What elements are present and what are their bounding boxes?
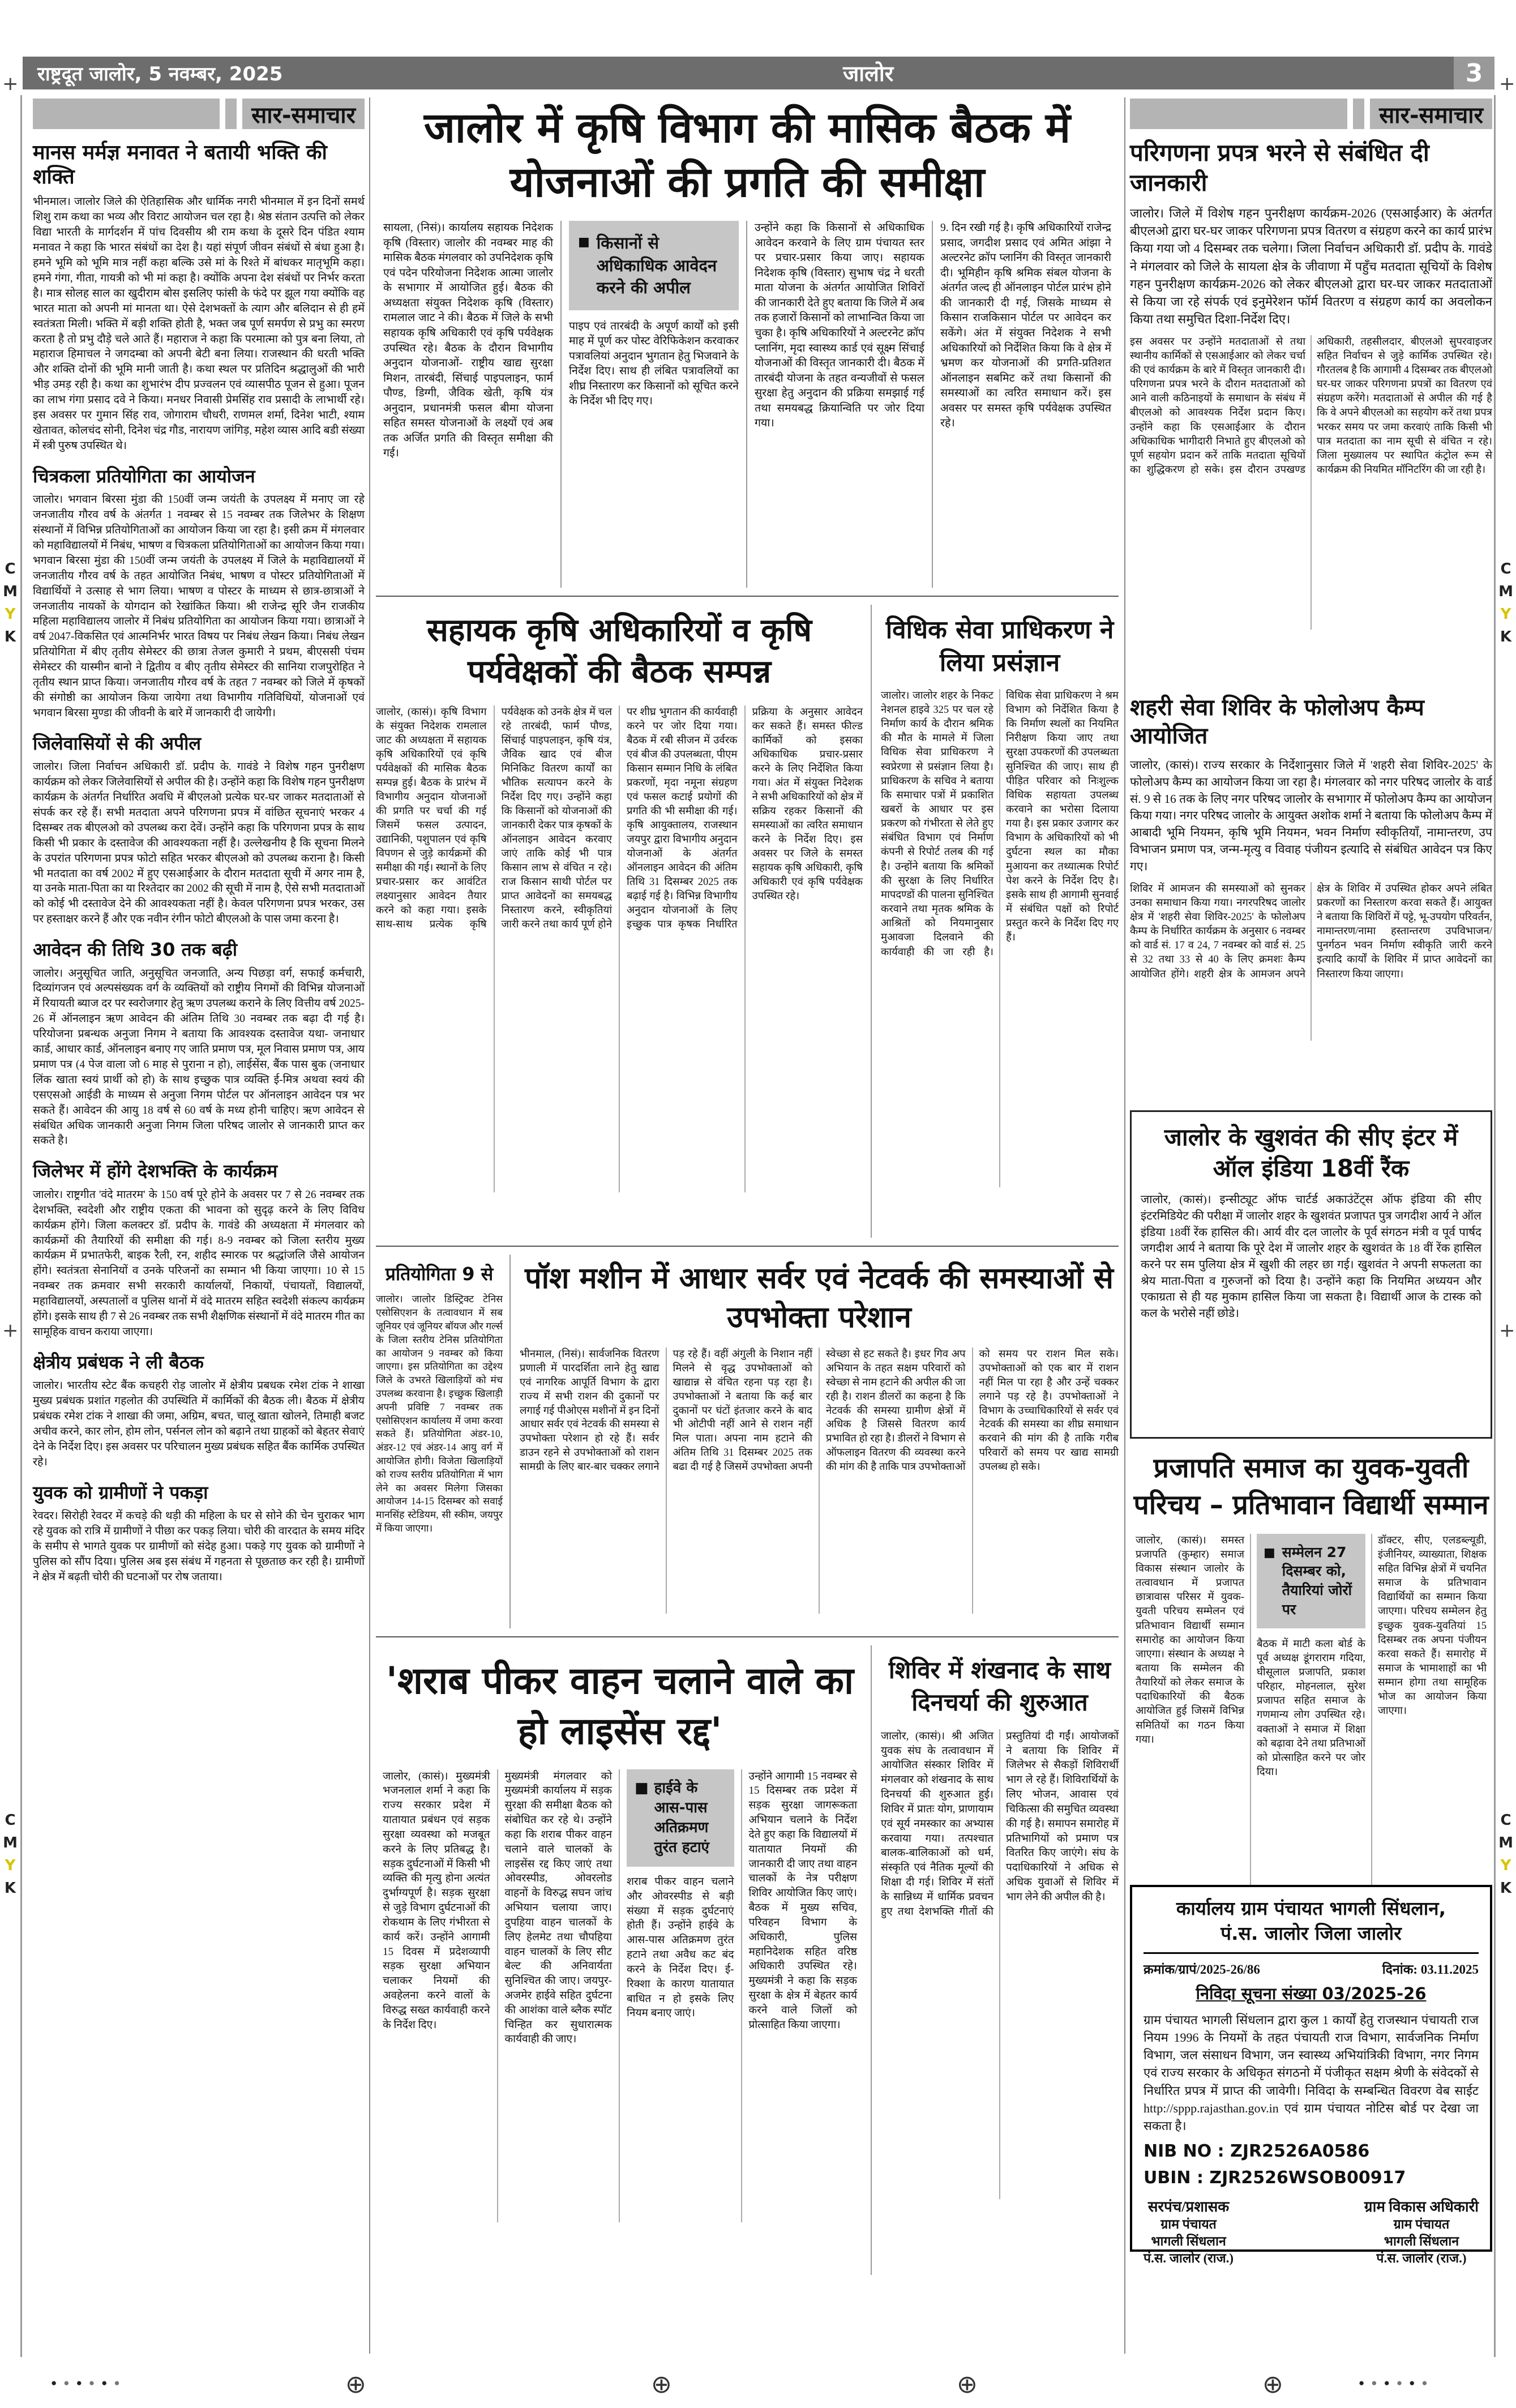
article-body: जालोर। जिला निर्वाचन अधिकारी डॉ. प्रदीप के. गावंडे ने विशेष गहन पुनरीक्षण कार्यक्रम को लेकर जिलेवासियों से अपील की है। उन्होंने कहा कि विशेष गहन पुनरीक्षण कार्यक्रम के अंतर्गत निर्धारित अवधि में बीएलओ प्रत्येक घर-घर जाकर मतदाताओं से संपर्क कर रहे हैं। सभी मतदाता अपने परिगणना प्रपत्र में वांछित सूचनाएं भरकर 4 दिसम्बर तक बीएलओ को उपलब्ध करा देवें। उन्होंने कहा कि परिगणना प्रपत्र के साथ किसी भी प्रकार के दस्तावेज की आवश्यकता नहीं है। उल्लेखनीय है कि सूचना मिलने के उपरांत परिगणना प्रपत्र फोटो सहित भरकर बीएलओ को उपलब्ध कराना है। किसी भी मतदाता का वर्ष 2002 में हुए एसआईआर के दौरान मतदाता सूची में अगर नाम है, या उनके माता-पिता का या रिश्तेदार का 2002 की सूची में नाम है, ऐसे सभी मतदाताओं को कोई भी दस्तावेज देने की आवश्यकता नहीं है। केवल परिगणना प्रपत्र भरकर, उस पर हस्ताक्षर करने हैं और एक नवीन रंगीन फोटो बीएलओ के पास जमा करना है। <box>33 761 365 926</box>
sharab-col-1: जालोर, (कासं)। मुख्यमंत्री भजनलाल शर्मा ने कहा कि राज्य सरकार प्रदेश में यातायात प्रबंधन एवं सड़क सुरक्षा व्यवस्था को मजबूत करने के लिए प्रतिबद्ध है। सड़क दुर्घटनाओं में किसी भी व्यक्ति की मृत्यु होना अत्यंत दुर्भाग्यपूर्ण है। सड़क सुरक्षा से जुड़े विभाग दुर्घटनाओं की रोकथाम के लिए गंभीरता से कार्य करें। उन्होंने आगामी 15 दिवस में प्रदेशव्यापी सड़क सुरक्षा अभियान चलाकर नियमों की अवहेलना करने वालों के विरुद्ध सख्त कार्यवाही करने के निर्देश दिए। <box>376 1769 498 2222</box>
registration-dots-right <box>1359 2378 1428 2388</box>
article-headline: जिलेवासियों से की अपील <box>33 732 202 754</box>
article-shivir-shankhnaad <box>872 1645 1119 2275</box>
dot-icon: ● <box>76 2377 82 2388</box>
masthead-edition-date: राष्ट्रदूत जालोर, 5 नवम्बर, 2025 <box>37 63 283 85</box>
left-sidebar <box>33 97 365 2355</box>
dot-icon: ● <box>1359 2377 1365 2388</box>
article-headline: आवेदन की तिथि 30 तक बढ़ी <box>33 939 238 961</box>
sharab-kicker-box <box>627 1769 734 1867</box>
article-headline: प्रतियोगिता 9 से <box>385 1263 494 1285</box>
article-headline: प्रजापति समाज का युवक-युवती परिचय – प्रतिभावान विद्यार्थी सम्मान <box>1133 1452 1489 1521</box>
tender-date: दिनांक: 03.11.2025 <box>1382 1962 1479 1977</box>
dot-icon: ● <box>1384 2377 1390 2388</box>
cmyk-letter-k: K <box>1500 628 1512 645</box>
cmyk-letter-k: K <box>4 1880 16 1897</box>
article-intro: जालोर। जिले में विशेष गहन पुनरीक्षण कार्यक्रम-2026 (एसआईआर) के अंतर्गत बीएलओ द्वारा घर-घर जाकर परिगणना प्रपत्र वितरण व संग्रहण करने का कार्य प्रारंभ किया गया जो 4 दिसम्बर तक चलेगा। जिला निर्वाचन अधिकारी डॉ. प्रदीप के. गावंडे ने मंगलवार को जिले के सायला क्षेत्र के जीवाणा में पहुँच मतदाता सूचियों के विशेष गहन पुनरीक्षण कार्यक्रम-2026 को लेकर बीएलओ द्वारा घर-घर जाकर मतदाताओं से किया जा रहे संपर्क एवं इनुमेरेशन फॉर्म वितरण व संग्रहण कार्य का अवलोकन किया तथा समुचित दिशा-निर्देश दिए। <box>1130 206 1492 327</box>
article-headline: चित्रकला प्रतियोगिता का आयोजन <box>33 465 255 487</box>
square-bullet-icon: ■ <box>635 1779 649 1797</box>
cmyk-strip-left-lower <box>2 1809 18 1900</box>
article-headline: 'शराब पीकर वाहन चलाने वाले का हो लाइसेंस रद्द' <box>386 1659 854 1753</box>
lead-col-2 <box>562 221 747 588</box>
masthead-bar <box>23 57 1494 89</box>
article-headline: शहरी सेवा शिविर के फोलोअप कैम्प आयोजित <box>1130 695 1424 749</box>
article-headline: पॉश मशीन में आधार सर्वर एवं नेटवर्क की समस्याओं से उपभोक्ता परेशान <box>525 1261 1114 1335</box>
tender-body: ग्राम पंचायत भागली सिंधलान द्वारा कुल 1 कार्यों हेतु राजस्थान पंचायती राज नियम 1996 के नियमों के तहत पंचायती राज विभाग, सार्वजनिक निर्माण विभाग, जल संसाधन विभाग, जन स्वास्थ्य अभियांत्रिकी विभाग, नगर निगम एवं राज्य सरकार के अधिकृत संगठनो में पंजीकृत सक्षम श्रेणी के संवेदकों से निर्धारित प्रपत्र में प्राप्त की जावेगी। निविदा के सम्बन्धित विवरण वेब साईट http://sppp.rajasthan.gov.in एवं ग्राम पंचायत नोटिस बोर्ड पर देखा जा सकता है। <box>1144 2012 1479 2133</box>
dot-icon: ● <box>88 2377 95 2388</box>
article-ca-rank-box <box>1130 1110 1492 1439</box>
article-body: जालोर। भारतीय स्टेट बैंक कचहरी रोड़ जालोर में क्षेत्रीय प्रबधक रमेश टांक ने शाखा मुख्य प्रबंधक प्रशांत गहलोत की उपस्थिति में कार्मिकों की बैठक ली। बैठक में क्षेत्रीय प्रबंधक रमेश टांक ने शाखा की जमा, अग्रिम, बचत, चालू खाता खोलने, तिमाही बजट अचीव करने, कार लोन, होम लोन, पर्सनल लोन को बढ़ाने तथा ग्राहकों को बेहतर सेवाएं देने के निर्देश दिए। इस अवसर पर परिचालन मुख्य प्रबंधक सहित बैंक कार्मिक उपस्थित रहे। <box>33 1380 365 1468</box>
section-header-bar <box>1130 99 1347 129</box>
article-headline: सहायक कृषि अधिकारियों व कृषि पर्यवेक्षकों की बैठक सम्पन्न <box>426 612 812 691</box>
prajapati-inset-label: सम्मेलन 27 दिसम्बर को, तैयारियां जोरों पर <box>1282 1543 1352 1618</box>
lead-col-2-text: पाइप एवं तारबंदी के अपूर्ण कार्यों को इसी माह में पूर्ण कर पोस्ट वेरिफिकेशन करवाकर पत्रावलियां अनुदान भुगतान हेतु भिजवाने के निर्देश दिए। साथ ही लंबित पत्रावलियों का शीघ्र निस्तारण कर किसानों को सूचित करने के निर्देश भी दिए गए। <box>569 320 739 408</box>
square-bullet-icon: ■ <box>1264 1545 1275 1560</box>
sharab-col-4: उन्होंने आगामी 15 नवम्बर से 15 दिसम्बर तक प्रदेश में सड़क सुरक्षा जागरूकता अभियान चलाने के निर्देश देते हुए कहा कि विद्यालयों में यातायात नियमों की जानकारी दी जाए तथा वाहन चालकों के नेत्र परीक्षण शिविर आयोजित किए जाएं। बैठक में मुख्य सचिव, परिवहन विभाग के अधिकारी, पुलिस महानिदेशक सहित वरिष्ठ अधिकारी उपस्थित रहे। मुख्यमंत्री ने कहा कि सड़क सुरक्षा के क्षेत्र में बेहतर कार्य करने वाले जिलों को प्रोत्साहित किया जाएगा। <box>748 1770 857 2031</box>
section-header-label: सार-समाचार <box>1370 99 1492 129</box>
section-header-bar <box>33 99 220 129</box>
article-kshetriya-prabandhak <box>33 1351 365 1470</box>
article-vidhik-seva <box>872 605 1119 1238</box>
article-deshbhakti <box>33 1160 365 1340</box>
article-body: जालोर। जालोर शहर के निकट नेशनल हाइवे 325 पर चल रहे निर्माण कार्य के दौरान श्रमिक की मौत के मामले में जिला विधिक सेवा प्राधिकरण ने स्वप्रेरणा से प्रसंज्ञान लिया है। प्राधिकरण के सचिव ने बताया कि समाचार पत्रों में प्रकाशित खबरों के आधार पर इस प्रकरण को गंभीरता से लेते हुए संबंधित विभाग एवं निर्माण कंपनी से रिपोर्ट तलब की गई है। उन्होंने बताया कि श्रमिकों की सुरक्षा के लिए निर्धारित मापदण्डों की पालना सुनिश्चित करवाने तथा मृतक श्रमिक के आश्रितों को नियमानुसार मुआवजा दिलवाने की कार्यवाही की जा रही है। विधिक सेवा प्राधिकरण ने श्रम विभाग को निर्देशित किया है कि निर्माण स्थलों का नियमित निरीक्षण किया जाए तथा सुरक्षा उपकरणों की उपलब्धता सुनिश्चित की जाए। साथ ही पीड़ित परिवार को निःशुल्क विधिक सहायता उपलब्ध करवाने का भरोसा दिलाया गया है। इस प्रकार उजागर कर विभाग के अधिकारियों को भी दुर्घटना स्थल का मौका मुआयना कर तथ्यात्मक रिपोर्ट पेश करने के निर्देश दिए है। इसके साथ ही आगामी सुनवाई में संबंधित पक्षों को रिपोर्ट प्रस्तुत करने के निर्देश दिए गए हैं। <box>881 690 1119 958</box>
tender-nib-number: NIB NO : ZJR2526A0586 <box>1144 2141 1370 2162</box>
sign-line: पं.स. जालोर (राज.) <box>1376 2251 1467 2266</box>
article-yuvak-pakda <box>33 1482 365 1585</box>
article-headline: शिविर में शंखनाद के साथ दिनचर्या की शुरुआत <box>888 1656 1111 1717</box>
lead-inset-label: किसानों से अधिकाधिक आवेदन करने की अपील <box>596 233 717 297</box>
article-body: जालोर। अनुसूचित जाति, अनुसूचित जनजाति, अन्य पिछड़ा वर्ग, सफाई कर्मचारी, दिव्यांगजन एवं अल्पसंख्यक वर्ग के व्यक्तियों को राष्ट्रीय निगमों की विभिन्न योजनाओं में रियायती ब्याज दर पर स्वरोजगार हेतु ऋण उपलब्ध कराने के लिए वित्तीय वर्ष 2025-26 में ऑनलाइन ऋण आवेदन की अंतिम तिथि 30 नवम्बर तक बढ़ा दी गई है। परियोजना प्रबन्धक अनुजा निगम ने बताया कि आवश्यक दस्तावेज यथा- जनाधार कार्ड, आधार कार्ड, ऑनलाइन बनाए गए जाति प्रमाण पत्र, मूल निवास प्रमाण पत्र, आय प्रमाण पत्र (4 पेज वाला जो 6 माह से पुराना न हो), लाईसेंस, बैंक पास बुक (जनाधार लिंक खाता स्वयं प्रार्थी को हो) के साथ इच्छुक पात्र व्यक्ति ई-मित्र अथवा स्वयं की एसएसओ आईडी के माध्यम से अनुजा निगम पोर्टल पर ऑनलाइन आवेदन पत्र भर सकते हैं। आवेदन की आयु 18 वर्ष से 60 वर्ष के मध्य होनी चाहिए। ऋण आवेदन से संबंधित अधिक जानकारी अनुजा निगम जिला परिषद जालोर से जानकारी प्राप्त कर सकते है। <box>33 967 365 1147</box>
cmyk-letter-k: K <box>1500 1880 1512 1897</box>
center-section <box>376 97 1119 2355</box>
article-avedan-tithi <box>33 939 365 1149</box>
tender-ref-number: क्रमांक/ग्रापं/2025-26/86 <box>1144 1962 1260 1977</box>
article-body: भीनमाल, (निसं)। सार्वजनिक वितरण प्रणाली में पारदर्शिता लाने हेतु खाद्य एवं नागरिक आपूर्ति विभाग के द्वारा राज्य में सभी राशन की दुकानों पर लगाई गई पीओएस मशीनों में इन दिनों आधार सर्वर एवं नेटवर्क की समस्या से उपभोक्ता परेशान हो रहे हैं। सर्वर डाउन रहने से उपभोक्ताओं को राशन सामग्री के लिए बार-बार चक्कर लगाने पड़ रहे हैं। वहीं अंगुली के निशान नहीं मिलने से वृद्ध उपभोक्ताओं को खाद्यान्न से वंचित रहना पड़ रहा है। उपभोक्ताओं ने बताया कि कई बार दुकानों पर घंटों इंतजार करने के बाद भी ओटीपी नहीं आने से राशन नहीं मिल पाता। अपना नाम हटाने की अंतिम तिथि 31 दिसम्बर 2025 तक बढा दी गई है जिसमें उपभोक्ता अपनी स्वेच्छा से हट सकते है। इधर गिव अप अभियान के तहत सक्षम परिवारों को स्वेच्छा से नाम हटाने की अपील की जा रही है। राशन डीलरों का कहना है कि नेटवर्क की समस्या ग्रामीण क्षेत्रों में अधिक है जिससे वितरण कार्य प्रभावित हो रहा है। डीलरों ने विभाग से ऑफलाइन वितरण की व्यवस्था करने की मांग की है ताकि पात्र उपभोक्ताओं को समय पर राशन मिल सके। उपभोक्ताओं को एक बार में राशन नहीं मिल पा रहा है और उन्हें चक्कर लगाने पड़ रहे है। उपभोक्ताओं ने विभाग के उच्चाधिकारियों से सर्वर एवं नेटवर्क की समस्या का शीघ्र समाधान करवाने की मांग की है ताकि गरीब परिवारों को समय पर खाद्य सामग्री उपलब्ध हो सके। <box>520 1348 1119 1473</box>
crop-mark-icon: + <box>1499 72 1515 95</box>
article-pariganana <box>1130 138 1492 685</box>
registration-target-icon: ⊕ <box>345 2370 366 2399</box>
dot-icon: ● <box>1421 2377 1428 2388</box>
dot-icon: ● <box>1371 2377 1377 2388</box>
article-headline: जालोर के खुशवंत की सीए इंटर में ऑल इंडिया 18वीं रैंक <box>1164 1123 1458 1182</box>
cmyk-letter-y: Y <box>1500 606 1511 623</box>
lead-col-4: 9. दिन रखी गई है। कृषि अधिकारियों राजेन्द्र प्रसाद, जगदीश प्रसाद एवं अमित आंझा ने अल्टरनेट क्रॉप प्लानिंग की विस्तृत जानकारी दी। भूमिहीन कृषि श्रमिक संबल योजना के अंतर्गत जल्द ही ऑनलाइन पोर्टल प्रारंभ होने की जानकारी दी गई, जिसके माध्यम से किसान राजकिसान पोर्टल पर आवेदन कर सकेंगे। अंत में संयुक्त निदेशक ने सभी अधिकारियों को निर्देशित किया कि वे क्षेत्र में भ्रमण कर योजनाओं की प्रगति-प्रतिशत ऑनलाइन सबमिट करें तथा किसानों की समस्याओं का त्वरित समाधान करें। इस अवसर पर समस्त कृषि पर्यवेक्षक उपस्थित रहे। <box>940 222 1111 430</box>
article-manas-marmagya <box>33 140 365 454</box>
article-headline: मानस मर्मज्ञ मनावत ने बतायी भक्ति की शक्ति <box>33 141 327 189</box>
cmyk-letter-y: Y <box>5 606 16 623</box>
dot-icon: ● <box>63 2377 70 2388</box>
sign-title: सरपंच/प्रशासक <box>1147 2199 1230 2215</box>
article-headline: युवक को ग्रामीणों ने पकड़ा <box>33 1481 208 1503</box>
prajapati-col-2 <box>1251 1534 1372 1885</box>
dot-icon: ● <box>51 2377 57 2388</box>
article-body: रेवदर। सिरोही रेवदर में कचड़े की थड़ी की महिला के घर से सोने की चेन चुराकर भाग रहे युवक को रात्रि में ग्रामीणों ने पीछा कर पकड़ लिया। चोरी की वारदात के समय मंदिर के समीप से भागते युवक पर ग्रामीणों को संदेह हुआ। पकड़े गए युवक को ग्रामीणों ने पुलिस को सौंप दिया। पुलिस अब इस संबंध में गहनता से पूछताछ कर रही है। ग्रामीणों ने क्षेत्र में बढ़ती चोरी की घटनाओं पर रोष जताया। <box>33 1510 365 1583</box>
column-rule-right <box>1124 97 1125 2354</box>
sign-title: ग्राम विकास अधिकारी <box>1364 2199 1479 2215</box>
article-body: भीनमाल। जालोर जिले की ऐतिहासिक और धार्मिक नगरी भीनमाल में इन दिनों समर्थ शिशु राम कथा का भव्य और विराट आयोजन चल रहा है। श्रेष्ठ संतान उत्पत्ति को लेकर विद्या भारती के मार्गदर्शन में पांच दिवसीय श्री राम कथा के दूसरे दिन पंडित श्याम मनावत ने कहा कि भारत संबंधों का देश है। यहां संपूर्ण जीवन संबंधों से बंधा हुआ है। हमने भूमि को भूमि मात्र नहीं कहा बल्कि उसे मां के रिश्ते में बांधकर मातृभूमि कहा। हमने गंगा, गीता, गायत्री को भी मां कहा है। क्योंकि अपना देश संबंधों पर निर्भर करता है। मात्र सोलह साल का खुदीराम बोस इसलिए फांसी के फंदे पर झूल गया क्योंकि वह भारत माता को अपनी मां मानता था। ऐसे देशभक्तों के त्याग और बलिदान से ही हमें स्वतंत्रता मिली। भक्ति में बड़ी शक्ति होती है, भक्त जब पूर्ण समर्पण से प्रभु का स्मरण करता है तो प्रभु दौड़े चले आते हैं। महाराज ने कहा कि परमात्मा को पुत्र बना लिया, तो महाराज हिमाचल ने जगदम्बा को अपनी बेटी बना लिया। राजस्थान की धरती भक्ति और शक्ति दोनों की भूमि मानी जाती है। कथा स्थल पर प्रतिदिन श्रद्धालुओं की भारी भीड़ उमड़ रही है। कथा का शुभारंभ दीप प्रज्वलन एवं व्यासपीठ पूजन से हुआ। पूजन का लाभ गंगा प्रसाद दवे ने किया। मनधर निवासी प्रेमसिंह राव प्रसादी के लाभार्थी रहे। इस अवसर पर गुमान सिंह राव, जोगाराम चौधरी, राणमल शर्मा, दिनेश भाटी, श्याम खेतावत, कोलचंद सोनी, दिनेश चंद्र गौड, नारायण जांगिड़, महेश व्यास आदि बडी संख्या में स्त्री पुरुष उपस्थित थे। <box>33 196 365 452</box>
tender-office-line2: पं.स. जालोर जिला जालोर <box>1220 1922 1402 1945</box>
article-columns <box>376 1769 864 2222</box>
cmyk-strip-left-upper <box>2 558 18 648</box>
registration-target-icon: ⊕ <box>1262 2370 1283 2399</box>
article-continuation: शिविर में आमजन की समस्याओं को सुनकर उनका समाधान किया गया। नगरपरिषद जालोर क्षेत्र में 'शहरी सेवा शिविर-2025' के फोलोअप कैम्प के निर्धारित कार्यक्रम के अनुसार 6 नवम्बर को वार्ड सं. 17 व 24, 7 नवम्बर को वार्ड सं. 25 से 32 तथा 33 से 40 के लिए क्रमशः कैम्प आयोजित होंगे। शहरी क्षेत्र के आमजन अपने क्षेत्र के शिविर में उपस्थित होकर अपने लंबित प्रकरणों का निस्तारण करवा सकते हैं। आयुक्त ने बताया कि शिविरों में पट्टे, भू-उपयोग परिवर्तन, नामान्तरण/नामा हस्तान्तरण उपविभाजन/पुनर्गठन भवन निर्माण स्वीकृति जारी करने इत्यादि कार्यों के शिविर में प्राप्त आवेदनों का निस्तारण किया जाएगा। <box>1130 883 1492 980</box>
left-section-header <box>33 99 365 129</box>
cmyk-letter-c: C <box>1500 1812 1511 1829</box>
cmyk-strip-right-lower <box>1498 1809 1514 1900</box>
tender-office-line1: कार्यालय ग्राम पंचायत भागली सिंधलान, <box>1176 1897 1446 1919</box>
horizontal-rule <box>376 1246 1119 1247</box>
registration-target-icon: ⊕ <box>957 2370 978 2399</box>
tender-signatures <box>1144 2196 1479 2267</box>
tender-sign-right <box>1364 2196 1479 2267</box>
cmyk-letter-m: M <box>1498 1834 1513 1851</box>
lead-inset-box <box>569 221 739 310</box>
sign-line: पं.स. जालोर (राज.) <box>1144 2251 1234 2266</box>
section-header-tick <box>1353 99 1364 129</box>
dot-icon: ● <box>114 2377 120 2388</box>
page-edge-right <box>1494 95 1496 2357</box>
article-columns <box>1130 1534 1492 1885</box>
cmyk-letter-y: Y <box>1500 1857 1511 1874</box>
crop-mark-icon: + <box>2 1319 19 1342</box>
sign-line: भागली सिंधलान <box>1384 2234 1459 2249</box>
sign-line: ग्राम पंचायत <box>1393 2217 1450 2232</box>
article-sharab-license <box>376 1645 872 2275</box>
article-headline: विधिक सेवा प्राधिकरण ने लिया प्रसंज्ञान <box>885 615 1114 677</box>
article-intro: जालोर, (कासं)। राज्य सरकार के निर्देशानुसार जिले में 'शहरी सेवा शिविर-2025' के फोलोअप कैम्प का आयोजन किया जा रहा है। मंगलवार को नगर परिषद जालोर के वार्ड सं. 9 से 16 तक के लिए नगर परिषद जालोर के सभागार में फोलोअप कैम्प का आयोजन किया गया। नगर परिषद जालोर के आयुक्त अशोक शर्मा ने बताया कि फोलोअप कैम्प में आबादी भूमि नियमन, कृषि भूमि नियमन, भवन निर्माण स्वीकृतियाँ, नामान्तरण, उप विभाजन प्रमाण पत्र, जन्म-मृत्यु व विवाह पंजीयन इत्यादि से संबंधित आवेदन पत्र किए गए। <box>1130 758 1492 873</box>
sign-line: ग्राम पंचायत <box>1160 2217 1217 2232</box>
lead-headline: जालोर में कृषि विभाग की मासिक बैठक में योजनाओं की प्रगति की समीक्षा <box>424 104 1070 207</box>
section-header-tick <box>225 99 237 129</box>
cmyk-letter-c: C <box>5 561 16 578</box>
article-body: जालोर, (कासं)। इन्सीट्यूट ऑफ चार्टर्ड अकाउंटेंट्स ऑफ इंडिया की सीए इंटरमिडियेट की परीक्षा में जालोर शहर के खुशवंत प्रजापत पुत्र जगदीश आर्य ने ऑल इंडिया 18वीं रेंक हासिल की। आर्य वीर दल जालोर के पूर्व संगठन मंत्री व पूर्व पार्षद जगदीश आर्य ने बताया कि पूरे देश में जालोर शहर के खुशवंत के 18 वीं रेंक हासिल करने पर सम पुलिया क्षेत्र में खुशी की लहर छा गई। खुशवंत ने अपनी सफलता का श्रेय माता-पिता व गुरुजनों को दिया है। उन्होंने कहा कि नियमित अध्ययन और एकाग्रता से ही यह मुकाम हासिल किया जा सकता है। विद्यार्थी आज के टास्क को कल के भरोसे नहीं छोडे। <box>1141 1194 1481 1320</box>
cmyk-letter-c: C <box>5 1812 16 1829</box>
prajapati-col-2-text: बैठक में माटी कला बोर्ड के पूर्व अध्यक्ष डूंगराराम गदिया, घीसूलाल प्रजापति, प्रकाश परिहार, मोहनलाल, सुरेश प्रजापत सहित समाज के गणमान्य लोग उपस्थित रहे। वक्ताओं ने समाज में शिक्षा को बढ़ावा देने तथा प्रतिभाओं को प्रोत्साहित करने पर जोर दिया। <box>1257 1638 1365 1778</box>
crop-mark-icon: + <box>1499 1319 1515 1342</box>
sign-line: भागली सिंधलान <box>1151 2234 1226 2249</box>
tender-ref-row <box>1144 1960 1479 1978</box>
dot-icon: ● <box>1409 2377 1415 2388</box>
masthead-city: जालोर <box>843 61 894 86</box>
cmyk-letter-c: C <box>1500 561 1511 578</box>
right-sidebar <box>1130 97 1492 2355</box>
sharab-col-2: मुख्यमंत्री मंगलवार को मुख्यमंत्री कार्यालय में सड़क सुरक्षा की समीक्षा बैठक को संबोधित कर रहे थे। उन्होंने कहा कि शराब पीकर वाहन चलाने वाले चालकों के लाइसेंस रद्द किए जाएं तथा ओवरस्पीड, ओवरलोड वाहनों के विरुद्ध सघन जांच अभियान चलाया जाए। दुपहिया वाहन चालकों के लिए हेलमेट तथा चौपहिया वाहन चालकों के लिए सीट बेल्ट की अनिवार्यता सुनिश्चित की जाए। जयपुर-अजमेर हाईवे सहित दुर्घटना की आशंका वाले ब्लैक स्पॉट चिन्हित कर सुधारात्मक कार्यवाही की जाए। <box>498 1769 620 2222</box>
lead-col-3: उन्होंने कहा कि किसानों से अधिकाधिक आवेदन करवाने के लिए ग्राम पंचायत स्तर पर प्रचार-प्रसार किया जाए। सहायक निदेशक कृषि (विस्तार) सुभाष चंद्र ने धरती माता योजना के अंतर्गत आयोजित शिविरों की जानकारी देते हुए बताया कि जिले में अब तक हजारों किसानों को लाभान्वित किया जा चुका है। कृषि अधिकारियों ने अल्टरनेट क्रॉप प्लानिंग, मृदा स्वास्थ्य कार्ड एवं सूक्ष्म सिंचाई योजनाओं की विस्तृत जानकारी दी। बैठक में तारबंदी योजना के तहत वन्यजीवों से फसल सुरक्षा हेतु अनुदान की प्रक्रिया समझाई गई तथा समयबद्ध क्रियान्विति पर जोर दिया गया। <box>747 221 933 588</box>
article-body: जालोर, (कासं)। श्री अजित युवक संघ के तत्वावधान में आयोजित संस्कार शिविर में मंगलवार को शंखनाद के साथ दिनचर्या की शुरुआत हुई। शिविर में प्रातः योग, प्राणायाम एवं सूर्य नमस्कार का अभ्यास करवाया गया। तत्पश्चात बालक-बालिकाओं को धर्म, संस्कृति एवं नैतिक मूल्यों की शिक्षा दी गई। शिविर में संतों के सान्निध्य में धार्मिक प्रवचन हुए तथा देशभक्ति गीतों की प्रस्तुतियां दी गईं। आयोजकों ने बताया कि शिविर में जिलेभर से सैकड़ों शिविरार्थी भाग ले रहे हैं। शिविरार्थियों के लिए भोजन, आवास एवं चिकित्सा की समुचित व्यवस्था की गई है। समापन समारोह में प्रतिभागियों को प्रमाण पत्र वितरित किए जाएंगे। संघ के पदाधिकारियों ने अधिक से अधिक युवाओं से शिविर में भाग लेने की अपील की है। <box>881 1730 1119 1918</box>
cmyk-letter-m: M <box>1498 583 1513 600</box>
crop-mark-icon: + <box>2 72 19 95</box>
article-posh-machine <box>511 1255 1119 1628</box>
article-shahari-seva <box>1130 694 1492 1101</box>
page-number: 3 <box>1454 57 1494 89</box>
lead-col-1: सायला, (निसं)। कार्यालय सहायक निदेशक कृषि (विस्तार) जालोर की नवम्बर माह की मासिक बैठक मंगलवार को उपनिदेशक कृषि एवं पदेन परियोजना निदेशक आत्मा जालोर के सभागार में आयोजित हुई। बैठक की अध्यक्षता संयुक्त निदेशक कृषि (विस्तार) रामलाल जाट ने की। बैठक में जिले के सभी सहायक कृषि अधिकारी एवं कृषि पर्यवेक्षक उपस्थित रहे। बैठक के दौरान विभागीय अनुदान योजनाओं- राष्ट्रीय खाद्य सुरक्षा मिशन, तारबंदी, सिंचाई पाइपलाइन, फार्म पौण्ड, डिग्गी, जैविक खेती, कृषि यंत्र अनुदान, प्रधानमंत्री फसल बीमा योजना सहित समस्त योजनाओं के लक्ष्यों एवं अब तक अर्जित प्रगति की विस्तृत समीक्षा की गई। <box>376 221 562 588</box>
cmyk-strip-right-upper <box>1498 558 1514 648</box>
tender-sign-left <box>1144 2196 1234 2267</box>
article-krishi-meeting <box>376 605 872 1238</box>
article-body: जालोर, (कासं)। कृषि विभाग के संयुक्त निदेशक रामलाल जाट की अध्यक्षता में सहायक कृषि अधिकारियों एवं कृषि पर्यवेक्षकों की मासिक बैठक सम्पन्न हुई। बैठक के प्रारंभ में विभागीय अनुदान योजनाओं की प्रगति पर चर्चा की गई जिसमें फसल उत्पादन, उद्यानिकी, पशुपालन एवं कृषि विपणन से जुड़े कार्यक्रमों की समीक्षा की गई। स्थानों के लिए प्रचार-प्रसार कर आवंटित लक्ष्यानुसार आवेदन तैयार करने को कहा गया। इसके साथ-साथ प्रत्येक कृषि पर्यवेक्षक को उनके क्षेत्र में चल रहे तारबंदी, फार्म पौण्ड, सिंचाई पाइपलाइन, कृषि यंत्र, जैविक खाद एवं बीज मिनिकिट वितरण कार्यों का भौतिक सत्यापन करने के निर्देश दिए गए। उन्होंने कहा कि किसानों को योजनाओं की जानकारी देकर पात्र कृषकों के ऑनलाइन आवेदन करवाए जाएं ताकि कोई भी पात्र किसान लाभ से वंचित न रहे। राज किसान साथी पोर्टल पर प्राप्त आवेदनों का समयबद्ध निस्तारण करने, स्वीकृतियां जारी करने तथा कार्य पूर्ण होने पर शीघ्र भुगतान की कार्यवाही करने पर जोर दिया गया। बैठक में रबी सीजन में उर्वरक एवं बीज की उपलब्धता, पीएम किसान सम्मान निधि के लंबित प्रकरणों, मृदा नमूना संग्रहण एवं फसल कटाई प्रयोगों की प्रगति की भी समीक्षा की गई। कृषि आयुक्तालय, राजस्थान जयपुर द्वारा विभागीय अनुदान योजनाओं के अंतर्गत ऑनलाइन आवेदन की अंतिम तिथि 31 दिसम्बर 2025 तक बढ़ाई गई है। विभिन्न विभागीय अनुदान योजनाओं के लिए इच्छुक पात्र कृषक निर्धारित प्रक्रिया के अनुसार आवेदन कर सकते हैं। समस्त फील्ड कार्मिकों को इसका अधिकाधिक प्रचार-प्रसार करने के लिए निर्देशित किया गया। अंत में संयुक्त निदेशक ने सभी अधिकारियों को क्षेत्र में सक्रिय रहकर किसानों की समस्याओं का त्वरित समाधान करने के निर्देश दिए। इस अवसर पर जिले के समस्त सहायक कृषि अधिकारी, कृषि अधिकारी एवं कृषि पर्यवेक्षक उपस्थित रहे। <box>376 706 863 930</box>
prajapati-inset-box <box>1257 1534 1365 1628</box>
article-headline: क्षेत्रीय प्रबंधक ने ली बैठक <box>33 1351 204 1373</box>
article-jilevasiyon-appeal <box>33 733 365 927</box>
article-body: जालोर। भगवान बिरसा मुंडा की 150वीं जन्म जयंती के उपलक्ष्य में मनाए जा रहे जनजातीय गौरव वर्ष के अंतर्गत 1 नवम्बर से 15 नवम्बर तक जिलेभर के शिक्षण संस्थानों में विभिन्न प्रतियोगिताओं का आयोजन किया जा रहा है। इसी क्रम में मंगलवार को महाविद्यालयों में निबंध, भाषण व चित्रकला प्रतियोगिताओं का आयोजन किया गया। भगवान बिरसा मुंडा की 150वीं जन्म जयंती के उपलक्ष्य में जिले के महाविद्यालयों में जनजातीय गौरव वर्ष के तहत आयोजित निबंध, भाषण व पोस्टर प्रतियोगिताओं में विद्यार्थियों ने उत्साह से भाग लिया। भाषण व पोस्टर के माध्यम से छात्र-छात्राओं ने जनजातीय नायकों के योगदान को रेखांकित किया। श्री राजेन्द्र सूरि जैन राजकीय महिला महाविद्यालय जालोर में निबंध प्रतियोगिता का आयोजन किया गया। छात्राओं ने वर्ष 2047-विकसित एवं आत्मनिर्भर भारत विषय पर निबंध लेखन किया। निबंध लेखन प्रतियोगिता में बीए तृतीय सेमेस्टर की छात्रा तेजल कुमारी ने प्रथम, बीएससी पंचम सेमेस्टर की यास्मीन बानो ने द्वितीय व बीए तृतीय सेमेस्टर की सानिया राजपुरोहित ने तृतीय स्थान प्राप्त किया। जनजातीय गौरव वर्ष के तहत 7 नवम्बर को जिले में कृषकों की संगोष्ठी का आयोजन किया जायेगा तथा विभागीय गतिविधियों, योजनाओं एवं भगवान बिरसा मुण्डा की जीवनी के बारे में जानकारी दी जायेगी। <box>33 494 365 719</box>
sharab-kicker-label: हाईवे के आस-पास अतिक्रमण तुरंत हटाएं <box>654 1779 709 1856</box>
article-prajapati-samaj <box>1130 1450 1492 1885</box>
horizontal-rule <box>376 1636 1119 1637</box>
article-headline: परिगणना प्रपत्र भरने से संबंधित दी जानकारी <box>1130 139 1429 196</box>
lead-article-columns <box>376 221 1119 588</box>
cmyk-letter-m: M <box>3 583 18 600</box>
sharab-col-3 <box>620 1769 742 2222</box>
cmyk-letter-m: M <box>3 1834 18 1851</box>
square-bullet-icon: ■ <box>578 235 590 250</box>
prajapati-col-1: जालोर, (कासं)। समस्त प्रजापति (कुम्हार) समाज विकास संस्थान जालोर के तत्वावधान में प्रजापत छात्रावास परिसर में युवक-युवती परिचय सम्मेलन एवं प्रतिभावान विद्यार्थी सम्मान समारोह का आयोजन किया जाएगा। संस्थान के अध्यक्ष ने बताया कि सम्मेलन की तैयारियों को लेकर समाज के पदाधिकारियों की बैठक आयोजित हुई जिसमें विभिन्न समितियों का गठन किया गया। <box>1130 1534 1251 1885</box>
horizontal-rule <box>376 596 1119 597</box>
dot-icon: ● <box>101 2377 108 2388</box>
article-continuation: इस अवसर पर उन्होंने मतदाताओं से तथा स्थानीय कार्मिकों से एसआईआर को लेकर चर्चा की एवं कार्यक्रम के बारे में विस्तृत जानकारी दी। परिगणना प्रपत्र भरने के दौरान मतदाताओं को आने वाली कठिनाइयों के समाधान के संबंध में बीएलओ को आवश्यक निर्देश प्रदान किए। उन्होंने कहा कि एसआईआर के दौरान अधिकाधिक भागीदारी निभाते हुए बीएलओ को पूर्ण सहयोग प्रदान करें ताकि मतदाता सूचियों का शुद्धिकरण हो सके। इस दौरान उपखण्ड अधिकारी, तहसीलदार, बीएलओ सुपरवाइजर सहित निर्वाचन से जुड़े कार्मिक उपस्थित रहे। गौरतलब है कि आगामी 4 दिसम्बर तक बीएलओ घर-घर जाकर परिगणना प्रपत्रों का वितरण एवं संग्रहण करेंगे। मतदाताओं से अपील की गई है कि वे अपने बीएलओ का सहयोग करें तथा प्रपत्र भरकर समय पर जमा करवाएं ताकि किसी भी पात्र मतदाता का नाम सूची से वंचित न रहे। जिला मुख्यालय पर स्थापित कंट्रोल रूम से कार्यक्रम की नियमित मॉनिटरिंग की जा रही है। <box>1130 336 1492 476</box>
article-headline: जिलेभर में होंगे देशभक्ति के कार्यक्रम <box>33 1160 278 1182</box>
column-rule-left <box>369 97 370 2354</box>
article-pratiyogita <box>376 1255 511 1628</box>
cmyk-letter-k: K <box>4 628 16 645</box>
band-sharab-shivir <box>376 1645 1119 2275</box>
band-krishi-vidhik <box>376 605 1119 1238</box>
article-body: जालोर। जालोर डिस्ट्रिक्ट टेनिस एसोसिएशन के तत्वावधान में सब जूनियर एवं जूनियर बॉयज और गर्ल्स के जिला स्तरीय टेनिस प्रतियोगिता का आयोजन 9 नवम्बर को किया जाएगा। इस प्रतियोगिता का उद्देश्य जिले के उभरते खिलाड़ियों को मंच उपलब्ध करवाना है। इच्छुक खिलाड़ी अपनी प्रविष्टि 7 नवम्बर तक एसोसिएशन कार्यालय में जमा करवा सकते हैं। प्रतियोगिता अंडर-10, अंडर-12 एवं अंडर-14 आयु वर्ग में आयोजित होगी। विजेता खिलाड़ियों को राज्य स्तरीय प्रतियोगिता में भाग लेने का अवसर मिलेगा जिसका आयोजन 14-15 दिसम्बर को सवाई मानसिंह स्टेडियम, सी स्कीम, जयपुर में किया जाएगा। <box>376 1293 503 1534</box>
registration-dots-left <box>51 2378 120 2388</box>
tender-ubin-number: UBIN : ZJR2526WSOB00917 <box>1144 2168 1406 2188</box>
right-section-header <box>1130 99 1492 129</box>
tender-notice-number: निविदा सूचना संख्या 03/2025-26 <box>1196 1983 1427 2003</box>
article-body: जालोर। राष्ट्रगीत 'वंदे मातरम' के 150 वर्ष पूरे होने के अवसर पर 7 से 26 नवम्बर तक देशभक्ति, स्वदेशी और राष्ट्रीय एकता की भावना को सुदृढ़ करने के लिए विविध कार्यक्रम होंगे। जिला कलक्टर डॉ. प्रदीप के. गावंडे की अध्यक्षता में मंगलवार को कार्यक्रमों की तैयारियों की समीक्षा की गई। 8-9 नवम्बर को जिला स्तरीय मुख्य कार्यक्रम में प्रभातफेरी, बाइक रैली, रन, शहीद स्मारक पर श्रद्धांजलि जैसे आयोजन होंगे। स्वतंत्रता सेनानियों व उनके परिजनों का सम्मान भी किया जाएगा। 10 से 15 नवम्बर तक क्रमवार सभी सरकारी कार्यालयों, निकायों, पंचायतों, विद्यालयों, महाविद्यालयों, अस्पतालों व पुलिस थानों में वंदे मातरम सहित स्वदेशी संकल्प कार्यक्रम होंगे। इसके साथ ही 7 से 26 नवम्बर तक सभी शैक्षणिक संस्थानों में वंदे मातरम गीत का सामूहिक वाचन कराया जाएगा। <box>33 1188 365 1338</box>
tender-notice-box <box>1130 1885 1492 2266</box>
tender-title-block <box>1144 1896 1479 1954</box>
page-edge-left <box>20 95 22 2357</box>
dot-icon: ● <box>1396 2377 1403 2388</box>
cmyk-letter-y: Y <box>5 1857 16 1874</box>
registration-target-icon: ⊕ <box>651 2370 672 2399</box>
sharab-col-3-text: शराब पीकर वाहन चलाने और ओवरस्पीड से बड़ी संख्या में सड़क दुर्घटनाएं होती हैं। उन्होंने हाईवे के आस-पास अतिक्रमण तुरंत हटाने तथा अवैध कट बंद करने के निर्देश दिए। ई-रिक्शा के कारण यातायात बाधित न हो इसके लिए नियम बनाए जाएं। <box>627 1875 734 2020</box>
section-header-label: सार-समाचार <box>242 99 365 129</box>
article-chitrakala <box>33 465 365 721</box>
band-pratiyogita-posh <box>376 1255 1119 1628</box>
prajapati-col-3: डॉक्टर, सीए, एलडब्ल्यूडी, इंजीनियर, व्याख्याता, शिक्षक सहित विभिन्न क्षेत्रों में चयनित समाज के प्रतिभावान विद्यार्थियों का सम्मान किया जाएगा। परिचय सम्मेलन हेतु इच्छुक युवक-युवतियां 15 दिसम्बर तक अपना पंजीयन करवा सकते हैं। समारोह में समाज के भामाशाहों का भी सम्मान होगा तथा सामूहिक भोज का आयोजन किया जाएगा। <box>1378 1534 1487 1717</box>
